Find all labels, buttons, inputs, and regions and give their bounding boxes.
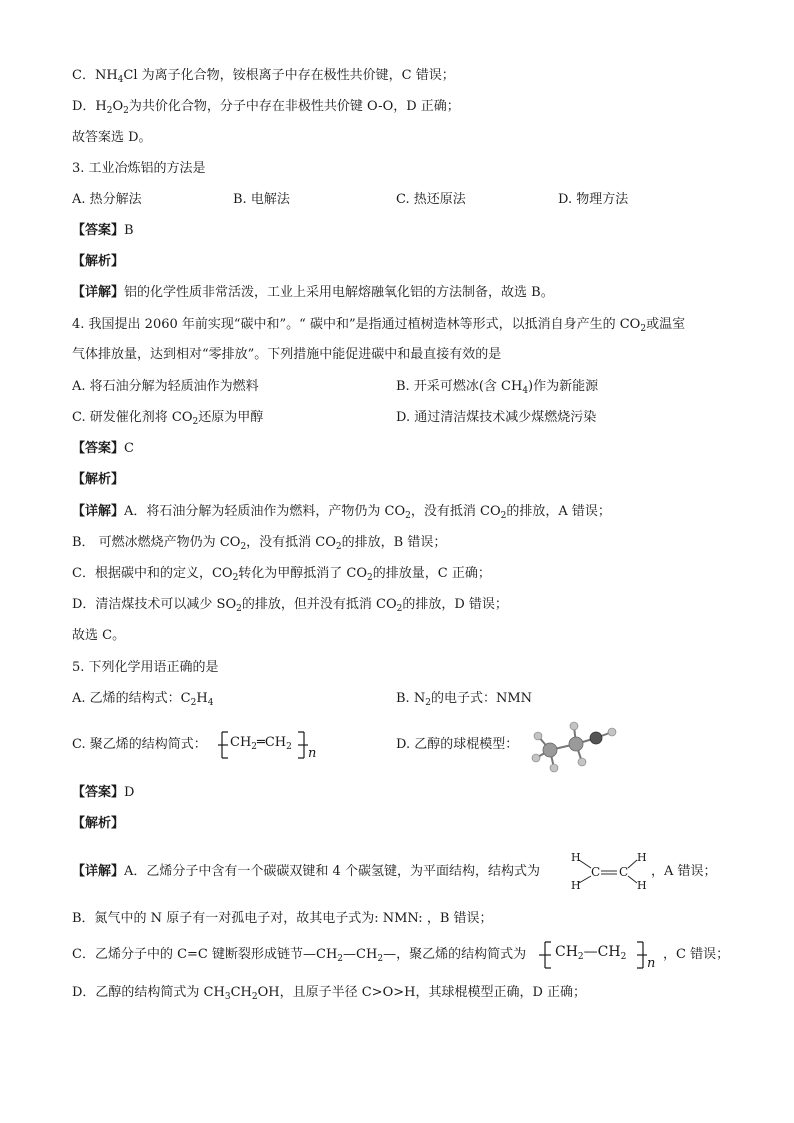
ethylene-h-bottom-left: H — [571, 879, 581, 892]
q3-analysis-label: 【解析】 — [72, 254, 125, 269]
ethylene-h-top-left: H — [571, 851, 581, 864]
ethylene-h-top-right: H — [637, 851, 647, 864]
q4-option-d: D. 通过清洁煤技术减少煤燃烧污染 — [396, 410, 597, 425]
q4-detail-a: 【详解】A．将石油分解为轻质油作为燃料，产物仍为 $CO_2$，没有抵消 $CO_2$的排放，A 错误； — [72, 504, 611, 521]
q3-option-a: A. 热分解法 — [72, 192, 142, 207]
ethylene-h-bottom-right: H — [637, 879, 647, 892]
q4-detail-d: D．清洁煤技术可以减少 $SO_2$的排放，但并没有抵消 $CO_2$的排放，D 错误； — [72, 597, 508, 614]
prev-line-c: C．$NH_4Cl$ 为离子化合物，铵根离子中存在极性共价键，C 错误； — [72, 68, 455, 85]
q5-detail-a-end: ，A 错误； — [651, 864, 717, 879]
q4-option-a: A. 将石油分解为轻质油作为燃料 — [72, 379, 259, 394]
question-5: 5. 下列化学用语正确的是 — [72, 660, 219, 675]
q5-analysis-label: 【解析】 — [72, 816, 125, 831]
polyethylene-formula-detail — [539, 938, 663, 974]
question-3: 3. 工业冶炼铝的方法是 — [72, 161, 206, 176]
q4-option-c: C. 研发催化剂将 $CO_2$还原为甲醇 — [72, 410, 264, 427]
q5-detail-a: 【详解】A．乙烯分子中含有一个碳碳双键和 4 个碳氢键，为平面结构，结构式为 — [72, 864, 540, 879]
q5-option-a: A. 乙烯的结构式：$C_2H_4$ — [72, 691, 214, 708]
ethylene-c-right: C — [619, 865, 629, 879]
q3-option-d: D. 物理方法 — [558, 192, 629, 207]
q3-option-b: B. 电解法 — [233, 192, 290, 207]
q4-option-b: B. 开采可燃冰(含 $CH_4$)作为新能源 — [396, 379, 599, 396]
q4-analysis-label: 【解析】 — [72, 472, 125, 487]
q4-detail-b: B． 可燃冰燃烧产物仍为 $CO_2$，没有抵消 $CO_2$的排放，B 错误； — [72, 535, 447, 552]
prev-line-d: D．$H_2O_2$为共价化合物，分子中存在非极性共价键 O-O，D 正确； — [72, 99, 460, 116]
q5-option-d: D. 乙醇的球棍模型： — [396, 737, 519, 752]
q3-answer: 【答案】B — [72, 223, 134, 238]
ethanol-ball-stick-model-icon — [528, 718, 624, 774]
q4-conclusion: 故选 C。 — [72, 628, 126, 643]
q4-answer: 【答案】C — [72, 441, 134, 456]
polymer-n: n — [308, 746, 317, 761]
polymer-n-detail: n — [647, 956, 656, 971]
prev-answer: 故答案选 D。 — [72, 130, 152, 145]
q3-detail: 【详解】铝的化学性质非常活泼，工业上采用电解熔融氧化铝的方法制备，故选 B。 — [72, 285, 554, 300]
question-4-line-2: 气体排放量，达到相对“零排放”。下列措施中能促进碳中和最直接有效的是 — [72, 347, 502, 362]
polyethylene-unit: $CH_2═CH_2$ — [230, 735, 292, 752]
ethylene-structural-formula — [571, 849, 651, 893]
q5-detail-c-end: ，C 错误； — [663, 947, 730, 962]
q5-detail-c: C．乙烯分子中的 C=C 键断裂形成链节$—CH_2—CH_2—$，聚乙烯的结构简式为 — [72, 947, 527, 964]
ethylene-bonds-icon — [571, 849, 651, 893]
q5-option-b: B. $N_2$的电子式：NMN — [396, 691, 532, 708]
ethylene-c-left: C — [591, 865, 601, 879]
question-4-line-1: 4. 我国提出 2060 年前实现“碳中和”。“ 碳中和”是指通过植树造林等形式，以抵消自身产生的 $CO_2$或温室 — [72, 317, 686, 334]
q5-option-c: C. 聚乙烯的结构简式： — [72, 737, 207, 752]
q5-detail-b: B．氮气中的 N 原子有一对孤电子对，故其电子式为: NMN: ，B 错误； — [72, 911, 493, 926]
q4-detail-c: C．根据碳中和的定义，$CO_2$转化为甲醇抵消了 $CO_2$的排放量，C 正确； — [72, 566, 491, 583]
polyethylene-formula-option — [218, 728, 328, 764]
polyethylene-unit-detail: $CH_2—CH_2$ — [555, 944, 627, 962]
q3-option-c: C. 热还原法 — [396, 192, 466, 207]
q5-detail-d: D．乙醇的结构简式为 $CH_3CH_2OH$，且原子半径 C>O>H，其球棍模型正确，D 正确； — [72, 985, 587, 1002]
q5-answer: 【答案】D — [72, 785, 135, 800]
